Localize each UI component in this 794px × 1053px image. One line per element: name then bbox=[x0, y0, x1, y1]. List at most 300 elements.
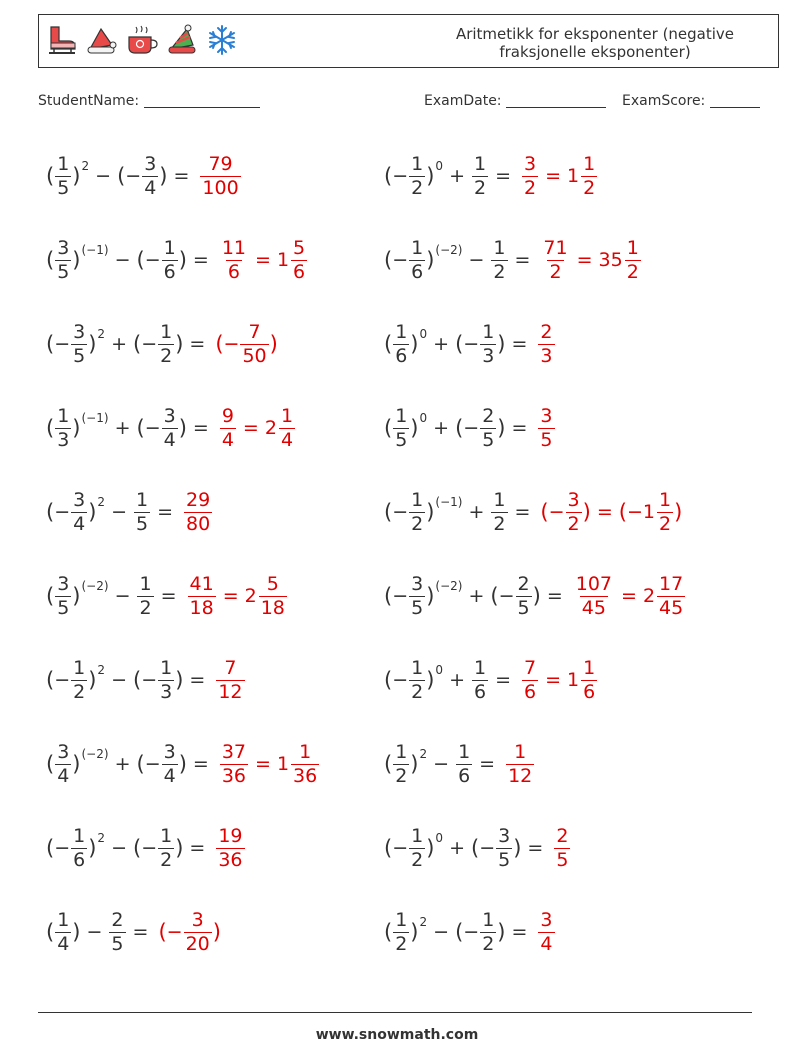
problem-expression bbox=[384, 824, 549, 871]
minus-sign: − bbox=[125, 165, 142, 187]
fraction: $\frac{1}{2}$ bbox=[411, 656, 424, 703]
parenthesis: ( bbox=[132, 836, 142, 860]
operator: − bbox=[114, 249, 131, 271]
problem-row bbox=[46, 230, 308, 290]
problem-answer bbox=[573, 572, 686, 619]
operator: − bbox=[111, 837, 127, 859]
fraction: $\frac{9}{4}$ bbox=[221, 404, 234, 451]
exponent: (−2) bbox=[81, 579, 109, 593]
parenthesis: ) bbox=[410, 920, 419, 944]
fraction: $\frac{29}{80}$ bbox=[186, 488, 211, 535]
problem-row bbox=[384, 230, 642, 290]
minus-sign: − bbox=[392, 249, 409, 271]
operator: + bbox=[433, 417, 450, 439]
exponent: 0 bbox=[435, 831, 444, 845]
parenthesis: ( bbox=[215, 332, 224, 356]
fraction: $\frac{3}{5}$ bbox=[73, 320, 86, 367]
whole-number: 2 bbox=[244, 585, 257, 607]
fraction: $\frac{3}{5}$ bbox=[57, 572, 70, 619]
whole-number: 1 bbox=[276, 249, 290, 271]
minus-sign: − bbox=[392, 837, 409, 859]
fraction: $\frac{19}{36}$ bbox=[218, 824, 243, 871]
problem-answer bbox=[158, 908, 221, 955]
parenthesis: ) bbox=[88, 836, 97, 860]
parenthesis: ) bbox=[72, 248, 81, 272]
problem-expression bbox=[46, 236, 215, 283]
operator: = bbox=[157, 501, 173, 523]
exam-date-blank bbox=[506, 93, 606, 108]
fraction: $\frac{1}{2}$ bbox=[160, 824, 173, 871]
fraction: $\frac{7}{50}$ bbox=[242, 320, 267, 367]
fraction: $\frac{3}{5}$ bbox=[498, 824, 511, 871]
parenthesis: ( bbox=[46, 500, 55, 524]
student-name-field bbox=[38, 93, 260, 109]
parenthesis: ( bbox=[132, 332, 142, 356]
parenthesis: ) bbox=[426, 248, 435, 272]
parenthesis: ) bbox=[178, 752, 187, 776]
parenthesis: ) bbox=[72, 164, 81, 188]
operator: = bbox=[192, 249, 209, 271]
operator: = bbox=[527, 837, 544, 859]
minus-sign: − bbox=[166, 921, 183, 943]
exponent: 2 bbox=[81, 159, 90, 173]
problem-answer bbox=[540, 236, 641, 283]
operator: − bbox=[433, 921, 450, 943]
operator: = bbox=[514, 501, 531, 523]
fraction: $\frac{1}{36}$ bbox=[293, 740, 318, 787]
whole-number: 1 bbox=[567, 165, 580, 187]
problem-answer bbox=[505, 740, 535, 787]
fraction: $\frac{2}{5}$ bbox=[482, 404, 495, 451]
exponent: 2 bbox=[419, 747, 428, 761]
fraction: $\frac{7}{12}$ bbox=[218, 656, 243, 703]
operator: = bbox=[546, 585, 563, 607]
operator: + bbox=[468, 501, 485, 523]
parenthesis: ) bbox=[674, 500, 683, 524]
parenthesis: ( bbox=[490, 584, 499, 608]
problem-row bbox=[46, 650, 246, 710]
parenthesis: ) bbox=[178, 248, 187, 272]
fraction: $\frac{2}{3}$ bbox=[540, 320, 553, 367]
minus-sign: − bbox=[392, 669, 409, 691]
parenthesis: ) bbox=[72, 584, 81, 608]
problem-row bbox=[384, 314, 556, 374]
operator: = bbox=[192, 417, 209, 439]
problem-row bbox=[384, 566, 686, 626]
operator: = bbox=[514, 249, 531, 271]
parenthesis: ( bbox=[384, 248, 393, 272]
minus-sign: − bbox=[392, 165, 409, 187]
fraction: $\frac{3}{2}$ bbox=[524, 152, 537, 199]
fraction: $\frac{1}{2}$ bbox=[411, 824, 424, 871]
exponent: (−1) bbox=[81, 411, 109, 425]
minus-sign: − bbox=[144, 417, 161, 439]
problem-row bbox=[46, 398, 296, 458]
parenthesis: ) bbox=[582, 500, 591, 524]
fraction: $\frac{1}{6}$ bbox=[73, 824, 86, 871]
parenthesis: ) bbox=[72, 416, 81, 440]
parenthesis: ( bbox=[384, 332, 393, 356]
operator: = bbox=[255, 249, 271, 271]
student-name-label: StudentName: bbox=[38, 93, 140, 109]
problem-answer bbox=[219, 236, 308, 283]
operator: = bbox=[242, 417, 259, 439]
operator: = bbox=[576, 249, 593, 271]
problem-answer bbox=[215, 824, 245, 871]
fraction: $\frac{3}{4}$ bbox=[163, 740, 176, 787]
operator: = bbox=[255, 753, 271, 775]
fraction: $\frac{3}{5}$ bbox=[57, 236, 70, 283]
minus-sign: − bbox=[463, 417, 480, 439]
exam-date-label: ExamDate: bbox=[424, 93, 502, 109]
parenthesis: ( bbox=[46, 584, 55, 608]
fraction: $\frac{3}{4}$ bbox=[540, 908, 553, 955]
problem-answer bbox=[187, 572, 288, 619]
fraction: $\frac{5}{6}$ bbox=[293, 236, 306, 283]
problem-row bbox=[384, 902, 556, 962]
whole-number: 2 bbox=[264, 417, 277, 439]
operator: + bbox=[449, 669, 465, 691]
worksheet-title: Aritmetikk for eksponenter (negative fraksjonelle eksponenter) bbox=[455, 25, 735, 61]
parenthesis: ) bbox=[513, 836, 522, 860]
exponent: 0 bbox=[419, 411, 428, 425]
operator: = bbox=[621, 585, 637, 607]
problem-expression bbox=[46, 572, 183, 619]
problem-row bbox=[384, 818, 571, 878]
fraction: $\frac{17}{45}$ bbox=[659, 572, 684, 619]
fraction: $\frac{3}{4}$ bbox=[57, 740, 70, 787]
parenthesis: ) bbox=[426, 500, 435, 524]
parenthesis: ) bbox=[426, 668, 435, 692]
fraction: $\frac{1}{2}$ bbox=[473, 152, 487, 199]
minus-sign: − bbox=[144, 753, 161, 775]
problem-expression bbox=[46, 908, 154, 955]
minus-sign: − bbox=[498, 585, 515, 607]
parenthesis: ) bbox=[497, 332, 506, 356]
fraction: $\frac{2}{5}$ bbox=[111, 908, 124, 955]
fraction: $\frac{1}{6}$ bbox=[395, 320, 408, 367]
exam-score-label: ExamScore: bbox=[622, 93, 706, 109]
operator: − bbox=[95, 165, 112, 187]
problem-expression bbox=[384, 740, 501, 787]
problem-answer bbox=[183, 488, 213, 535]
parenthesis: ) bbox=[159, 164, 168, 188]
parenthesis: ) bbox=[175, 332, 184, 356]
problem-row bbox=[46, 734, 320, 794]
fraction: $\frac{3}{20}$ bbox=[185, 908, 210, 955]
parenthesis: ) bbox=[269, 332, 278, 356]
fraction: $\frac{1}{2}$ bbox=[395, 908, 408, 955]
problem-expression bbox=[384, 236, 536, 283]
operator: = bbox=[173, 165, 190, 187]
problem-row bbox=[384, 398, 556, 458]
operator: = bbox=[479, 753, 496, 775]
problem-expression bbox=[384, 152, 517, 199]
exponent: (−2) bbox=[435, 243, 463, 257]
exponent: 2 bbox=[97, 327, 106, 341]
fraction: $\frac{1}{3}$ bbox=[160, 656, 173, 703]
problem-row bbox=[46, 314, 278, 374]
parenthesis: ) bbox=[410, 416, 419, 440]
operator: + bbox=[468, 585, 485, 607]
fraction: $\frac{41}{18}$ bbox=[189, 572, 214, 619]
problem-answer bbox=[199, 152, 241, 199]
problem-answer bbox=[215, 320, 278, 367]
parenthesis: ( bbox=[384, 752, 393, 776]
parenthesis: ( bbox=[384, 584, 393, 608]
fraction: $\frac{3}{4}$ bbox=[144, 152, 157, 199]
fraction: $\frac{3}{4}$ bbox=[73, 488, 86, 535]
exponent: (−1) bbox=[81, 243, 109, 257]
parenthesis: ( bbox=[384, 164, 393, 188]
minus-sign: − bbox=[463, 921, 480, 943]
exponent: (−2) bbox=[435, 579, 463, 593]
fraction: $\frac{2}{5}$ bbox=[556, 824, 569, 871]
fraction: $\frac{1}{6}$ bbox=[411, 236, 424, 283]
minus-sign: − bbox=[392, 501, 409, 523]
operator: − bbox=[468, 249, 485, 271]
problem-expression bbox=[384, 572, 569, 619]
fraction: $\frac{1}{4}$ bbox=[57, 908, 70, 955]
fraction: $\frac{1}{2}$ bbox=[493, 236, 506, 283]
fraction: $\frac{1}{2}$ bbox=[411, 488, 424, 535]
problem-answer bbox=[537, 908, 555, 955]
footer-url: www.snowmath.com bbox=[315, 1027, 479, 1043]
parenthesis: ( bbox=[618, 500, 627, 524]
fraction: $\frac{1}{6}$ bbox=[583, 656, 596, 703]
parenthesis: ( bbox=[46, 248, 55, 272]
parenthesis: ( bbox=[384, 668, 393, 692]
fraction: $\frac{1}{3}$ bbox=[57, 404, 70, 451]
fraction: $\frac{2}{5}$ bbox=[517, 572, 530, 619]
parenthesis: ( bbox=[46, 668, 55, 692]
operator: − bbox=[86, 921, 103, 943]
whole-number: 1 bbox=[567, 669, 580, 691]
exponent: 2 bbox=[419, 915, 428, 929]
fraction: $\frac{1}{2}$ bbox=[493, 488, 506, 535]
problem-answer bbox=[219, 404, 296, 451]
parenthesis: ( bbox=[136, 416, 145, 440]
exponent: 2 bbox=[97, 831, 106, 845]
fraction: $\frac{1}{6}$ bbox=[163, 236, 176, 283]
operator: − bbox=[111, 669, 127, 691]
problem-expression bbox=[46, 320, 211, 367]
exponent: (−1) bbox=[435, 495, 463, 509]
parenthesis: ( bbox=[46, 752, 55, 776]
whole-number: 1 bbox=[276, 753, 290, 775]
operator: + bbox=[449, 837, 465, 859]
fraction: $\frac{107}{45}$ bbox=[575, 572, 613, 619]
fraction: $\frac{11}{6}$ bbox=[221, 236, 247, 283]
parenthesis: ( bbox=[117, 164, 126, 188]
minus-sign: − bbox=[141, 333, 158, 355]
elf-hat-icon bbox=[165, 23, 199, 57]
fraction: $\frac{3}{2}$ bbox=[567, 488, 580, 535]
parenthesis: ( bbox=[384, 920, 393, 944]
fraction: $\frac{1}{5}$ bbox=[57, 152, 70, 199]
parenthesis: ) bbox=[88, 668, 97, 692]
problem-row bbox=[46, 818, 246, 878]
exam-score-blank bbox=[710, 93, 760, 108]
fraction: $\frac{5}{18}$ bbox=[260, 572, 285, 619]
footer-divider bbox=[38, 1012, 752, 1013]
exponent: (−2) bbox=[81, 747, 109, 761]
operator: = bbox=[596, 501, 613, 523]
exponent: 2 bbox=[97, 495, 106, 509]
minus-sign: − bbox=[54, 501, 71, 523]
operator: − bbox=[111, 501, 127, 523]
minus-sign: − bbox=[223, 333, 240, 355]
whole-number: 2 bbox=[642, 585, 656, 607]
parenthesis: ( bbox=[46, 836, 55, 860]
operator: + bbox=[114, 753, 131, 775]
operator: + bbox=[433, 333, 450, 355]
ice-skate-icon bbox=[45, 23, 79, 57]
problem-answer bbox=[537, 404, 555, 451]
minus-sign: − bbox=[479, 837, 496, 859]
minus-sign: − bbox=[144, 249, 161, 271]
minus-sign: − bbox=[548, 501, 565, 523]
fraction: $\frac{1}{2}$ bbox=[160, 320, 173, 367]
exponent: 0 bbox=[435, 663, 444, 677]
parenthesis: ) bbox=[426, 584, 435, 608]
fraction: $\frac{1}{2}$ bbox=[658, 488, 672, 535]
operator: = bbox=[545, 165, 562, 187]
operator: = bbox=[495, 669, 511, 691]
exponent: 0 bbox=[435, 159, 444, 173]
parenthesis: ) bbox=[426, 836, 435, 860]
fraction: $\frac{1}{2}$ bbox=[139, 572, 152, 619]
operator: + bbox=[111, 333, 127, 355]
exam-date-field bbox=[424, 93, 606, 109]
fraction: $\frac{1}{6}$ bbox=[458, 740, 471, 787]
problem-row bbox=[46, 902, 221, 962]
operator: = bbox=[222, 585, 239, 607]
problem-row bbox=[384, 482, 682, 542]
minus-sign: − bbox=[54, 837, 71, 859]
exponent: 2 bbox=[97, 663, 106, 677]
parenthesis: ( bbox=[46, 920, 55, 944]
problem-expression bbox=[46, 656, 211, 703]
exponent: 0 bbox=[419, 327, 428, 341]
problem-answer bbox=[537, 320, 555, 367]
snowflake-icon bbox=[205, 23, 239, 57]
parenthesis: ( bbox=[136, 248, 145, 272]
fraction: $\frac{3}{4}$ bbox=[163, 404, 176, 451]
parenthesis: ( bbox=[384, 416, 393, 440]
minus-sign: − bbox=[141, 837, 158, 859]
parenthesis: ) bbox=[212, 920, 221, 944]
operator: = bbox=[189, 669, 206, 691]
problem-answer bbox=[219, 740, 320, 787]
operator: = bbox=[511, 417, 528, 439]
parenthesis: ( bbox=[470, 836, 480, 860]
operator: = bbox=[511, 921, 528, 943]
fraction: $\frac{1}{12}$ bbox=[508, 740, 533, 787]
santa-hat-icon bbox=[85, 23, 119, 57]
parenthesis: ( bbox=[46, 416, 55, 440]
hot-drink-icon bbox=[125, 23, 159, 57]
whole-number: 1 bbox=[642, 501, 655, 523]
parenthesis: ) bbox=[532, 584, 541, 608]
parenthesis: ( bbox=[136, 752, 145, 776]
fraction: $\frac{1}{2}$ bbox=[411, 152, 424, 199]
fraction: $\frac{1}{2}$ bbox=[395, 740, 408, 787]
fraction: $\frac{1}{2}$ bbox=[583, 152, 596, 199]
fraction: $\frac{1}{2}$ bbox=[482, 908, 495, 955]
problem-expression bbox=[384, 488, 536, 535]
minus-sign: − bbox=[54, 669, 71, 691]
problem-answer bbox=[521, 152, 598, 199]
operator: = bbox=[132, 921, 149, 943]
parenthesis: ) bbox=[497, 920, 506, 944]
problem-expression bbox=[46, 152, 195, 199]
problem-row bbox=[46, 482, 213, 542]
parenthesis: ) bbox=[175, 836, 184, 860]
problem-answer bbox=[521, 656, 598, 703]
operator: + bbox=[449, 165, 465, 187]
operator: = bbox=[511, 333, 528, 355]
parenthesis: ) bbox=[72, 920, 81, 944]
operator: = bbox=[545, 669, 562, 691]
minus-sign: − bbox=[392, 585, 409, 607]
parenthesis: ) bbox=[497, 416, 506, 440]
operator: − bbox=[433, 753, 450, 775]
fraction: $\frac{79}{100}$ bbox=[202, 152, 239, 199]
student-name-blank bbox=[144, 93, 260, 108]
operator: = bbox=[495, 165, 511, 187]
whole-number: 35 bbox=[598, 249, 623, 271]
minus-sign: − bbox=[463, 333, 480, 355]
problem-row bbox=[384, 650, 598, 710]
parenthesis: ) bbox=[88, 332, 97, 356]
problem-expression bbox=[384, 404, 533, 451]
header-icons bbox=[45, 23, 239, 57]
parenthesis: ) bbox=[426, 164, 435, 188]
fraction: $\frac{3}{5}$ bbox=[540, 404, 553, 451]
fraction: $\frac{37}{36}$ bbox=[221, 740, 247, 787]
parenthesis: ) bbox=[410, 332, 419, 356]
problem-row bbox=[46, 566, 288, 626]
operator: = bbox=[192, 753, 209, 775]
parenthesis: ( bbox=[384, 500, 393, 524]
parenthesis: ( bbox=[455, 920, 464, 944]
minus-sign: − bbox=[141, 669, 158, 691]
parenthesis: ) bbox=[88, 500, 97, 524]
minus-sign: − bbox=[626, 501, 643, 523]
operator: = bbox=[189, 333, 206, 355]
problem-expression bbox=[384, 320, 533, 367]
problem-expression bbox=[46, 824, 211, 871]
problem-answer bbox=[215, 656, 245, 703]
worksheet-header bbox=[38, 14, 779, 68]
fraction: $\frac{1}{3}$ bbox=[482, 320, 495, 367]
parenthesis: ( bbox=[46, 332, 55, 356]
parenthesis: ( bbox=[540, 500, 549, 524]
problem-row bbox=[384, 734, 535, 794]
fraction: $\frac{3}{5}$ bbox=[411, 572, 424, 619]
problem-answer bbox=[553, 824, 571, 871]
fraction: $\frac{1}{5}$ bbox=[135, 488, 149, 535]
parenthesis: ( bbox=[455, 332, 464, 356]
fraction: $\frac{1}{4}$ bbox=[280, 404, 294, 451]
parenthesis: ( bbox=[455, 416, 464, 440]
problem-expression bbox=[46, 404, 215, 451]
fraction: $\frac{1}{2}$ bbox=[626, 236, 639, 283]
problem-expression bbox=[46, 740, 215, 787]
parenthesis: ) bbox=[178, 416, 187, 440]
parenthesis: ) bbox=[175, 668, 184, 692]
